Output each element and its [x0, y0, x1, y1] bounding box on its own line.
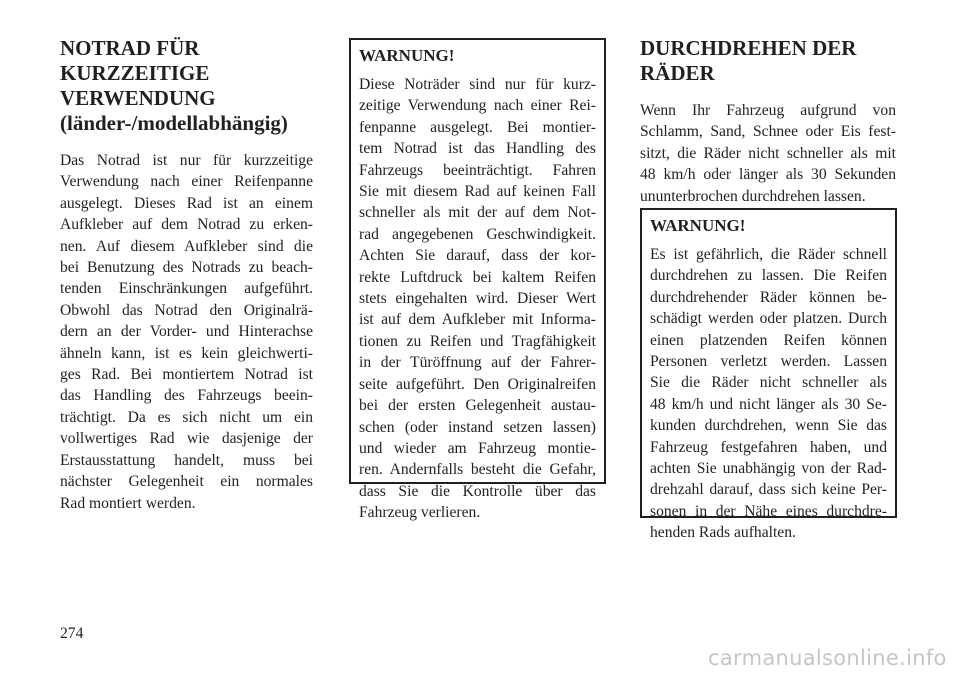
text-line: durchdrehen zu lassen. Die Reifen: [650, 267, 887, 285]
left-column: [60, 36, 313, 514]
text-line: Schlamm, Sand, Schnee oder Eis fest-: [640, 123, 896, 141]
text-line: Sie die Räder nicht schneller als: [650, 374, 887, 392]
watermark: carmanualsonline.info: [708, 646, 947, 670]
text-line: achten Sie unabhängig von der Rad-: [650, 460, 887, 478]
text-line: rekte Luftdruck bei kaltem Reifen: [359, 268, 596, 286]
text-line: ren. Andernfalls besteht die Gefahr,: [359, 461, 596, 479]
warning-box-wheel-spin: [640, 208, 897, 542]
spare-wheel-paragraph: [60, 150, 313, 514]
section-heading-wheel-spin: [640, 36, 896, 86]
text-line: vollwertiges Rad wie dasjenige der: [60, 430, 313, 448]
text-line: tem Notrad ist das Handling des: [359, 140, 596, 158]
text-line: und wieder am Fahrzeug montie-: [359, 439, 596, 457]
text-line: Verwendung nach einer Reifenpanne: [60, 173, 313, 191]
text-line: Fahrzeug festgefahren haben, und: [650, 438, 887, 456]
text-line: ist auf dem Aufkleber mit Informa-: [359, 311, 596, 329]
text-line: ges Rad. Bei montiertem Notrad ist: [60, 366, 313, 384]
page-number: 274: [60, 625, 84, 642]
text-line: durchdrehender Räder können be-: [650, 288, 887, 306]
text-line: sitzt, die Räder nicht schneller als mit: [640, 144, 896, 162]
text-line: Es ist gefährlich, die Räder schnell: [650, 246, 887, 263]
text-line: Aufkleber auf dem Notrad zu erken-: [60, 216, 313, 234]
text-line: ununterbrochen durchdrehen lassen.: [640, 187, 866, 205]
text-line: Diese Noträder sind nur für kurz-: [359, 76, 596, 93]
text-line: einen platzenden Reifen können: [650, 331, 887, 349]
text-line: seite aufgeführt. Den Originalreifen: [359, 375, 596, 393]
text-line: Fahrzeug verlieren.: [359, 504, 481, 522]
text-line: schen (oder instand setzen lassen): [359, 418, 596, 436]
warning-title: WARNUNG!: [650, 216, 746, 235]
text-line: ähneln kann, ist es kein gleichwerti-: [60, 344, 313, 362]
wheel-spin-paragraph: [640, 100, 896, 207]
text-line: tenden Einschränkungen aufgeführt.: [60, 280, 313, 298]
text-line: Obwohl das Notrad den Originalrä-: [60, 301, 313, 319]
text-line: nen. Auf diesem Aufkleber sind die: [60, 237, 313, 255]
heading-line: DURCHDREHEN DER: [640, 36, 857, 60]
text-line: 48 km/h und nicht länger als 30 Se-: [650, 395, 887, 413]
text-line: das Handling des Fahrzeugs beein-: [60, 387, 313, 405]
text-line: ausgelegt. Dieses Rad ist an einem: [60, 194, 313, 212]
warning-text: [650, 244, 887, 544]
text-line: Fahrzeugs beeinträchtigt. Fahren: [359, 161, 596, 179]
text-line: drehzahl darauf, dass sich keine Per-: [650, 481, 887, 499]
warning-box-spare-wheel: [349, 38, 606, 522]
heading-line: KURZZEITIGE: [60, 61, 210, 85]
text-line: Sie mit diesem Rad auf keinen Fall: [359, 183, 596, 201]
text-line: sonen in der Nähe eines durchdre-: [650, 502, 887, 520]
text-line: stets eingehalten wird. Dieser Wert: [359, 290, 596, 308]
text-line: Achten Sie darauf, dass der kor-: [359, 247, 596, 265]
text-line: Rad montiert werden.: [60, 494, 196, 512]
heading-line: NOTRAD FÜR: [60, 36, 200, 60]
text-line: nächster Gelegenheit ein normales: [60, 473, 313, 491]
warning-text: [359, 74, 596, 524]
text-line: kunden durchdrehen, wenn Sie das: [650, 417, 887, 435]
text-line: henden Rads aufhalten.: [650, 524, 796, 542]
text-line: rad angegebenen Geschwindigkeit.: [359, 225, 596, 243]
text-line: fenpanne ausgelegt. Bei montier-: [359, 118, 596, 136]
text-line: schneller als mit der auf dem Not-: [359, 204, 596, 222]
text-line: Wenn Ihr Fahrzeug aufgrund von: [640, 102, 896, 119]
text-line: Das Notrad ist nur für kurzzeitige: [60, 152, 313, 169]
heading-line: VERWENDUNG: [60, 86, 216, 110]
heading-line: RÄDER: [640, 61, 715, 85]
text-line: bei der ersten Gelegenheit austau-: [359, 397, 596, 415]
right-column: [640, 36, 896, 207]
text-line: zeitige Verwendung nach einer Rei-: [359, 97, 596, 115]
text-line: Personen verletzt werden. Lassen: [650, 353, 887, 371]
text-line: schädigt werden oder platzen. Durch: [650, 310, 887, 328]
text-line: bei Benutzung des Notrads zu beach-: [60, 259, 313, 277]
text-line: in der Türöffnung auf der Fahrer-: [359, 354, 596, 372]
text-line: trächtigt. Da es sich nicht um ein: [60, 408, 313, 426]
heading-line: (länder-/modellabhängig): [60, 111, 288, 135]
section-heading-spare-wheel: [60, 36, 313, 136]
warning-title: WARNUNG!: [359, 46, 455, 65]
text-line: 48 km/h oder länger als 30 Sekunden: [640, 166, 896, 184]
text-line: dass Sie die Kontrolle über das: [359, 482, 596, 500]
text-line: Erstausstattung handelt, muss bei: [60, 451, 313, 469]
text-line: dern an der Vorder- und Hinterachse: [60, 323, 313, 341]
text-line: tionen zu Reifen und Tragfähigkeit: [359, 332, 596, 350]
